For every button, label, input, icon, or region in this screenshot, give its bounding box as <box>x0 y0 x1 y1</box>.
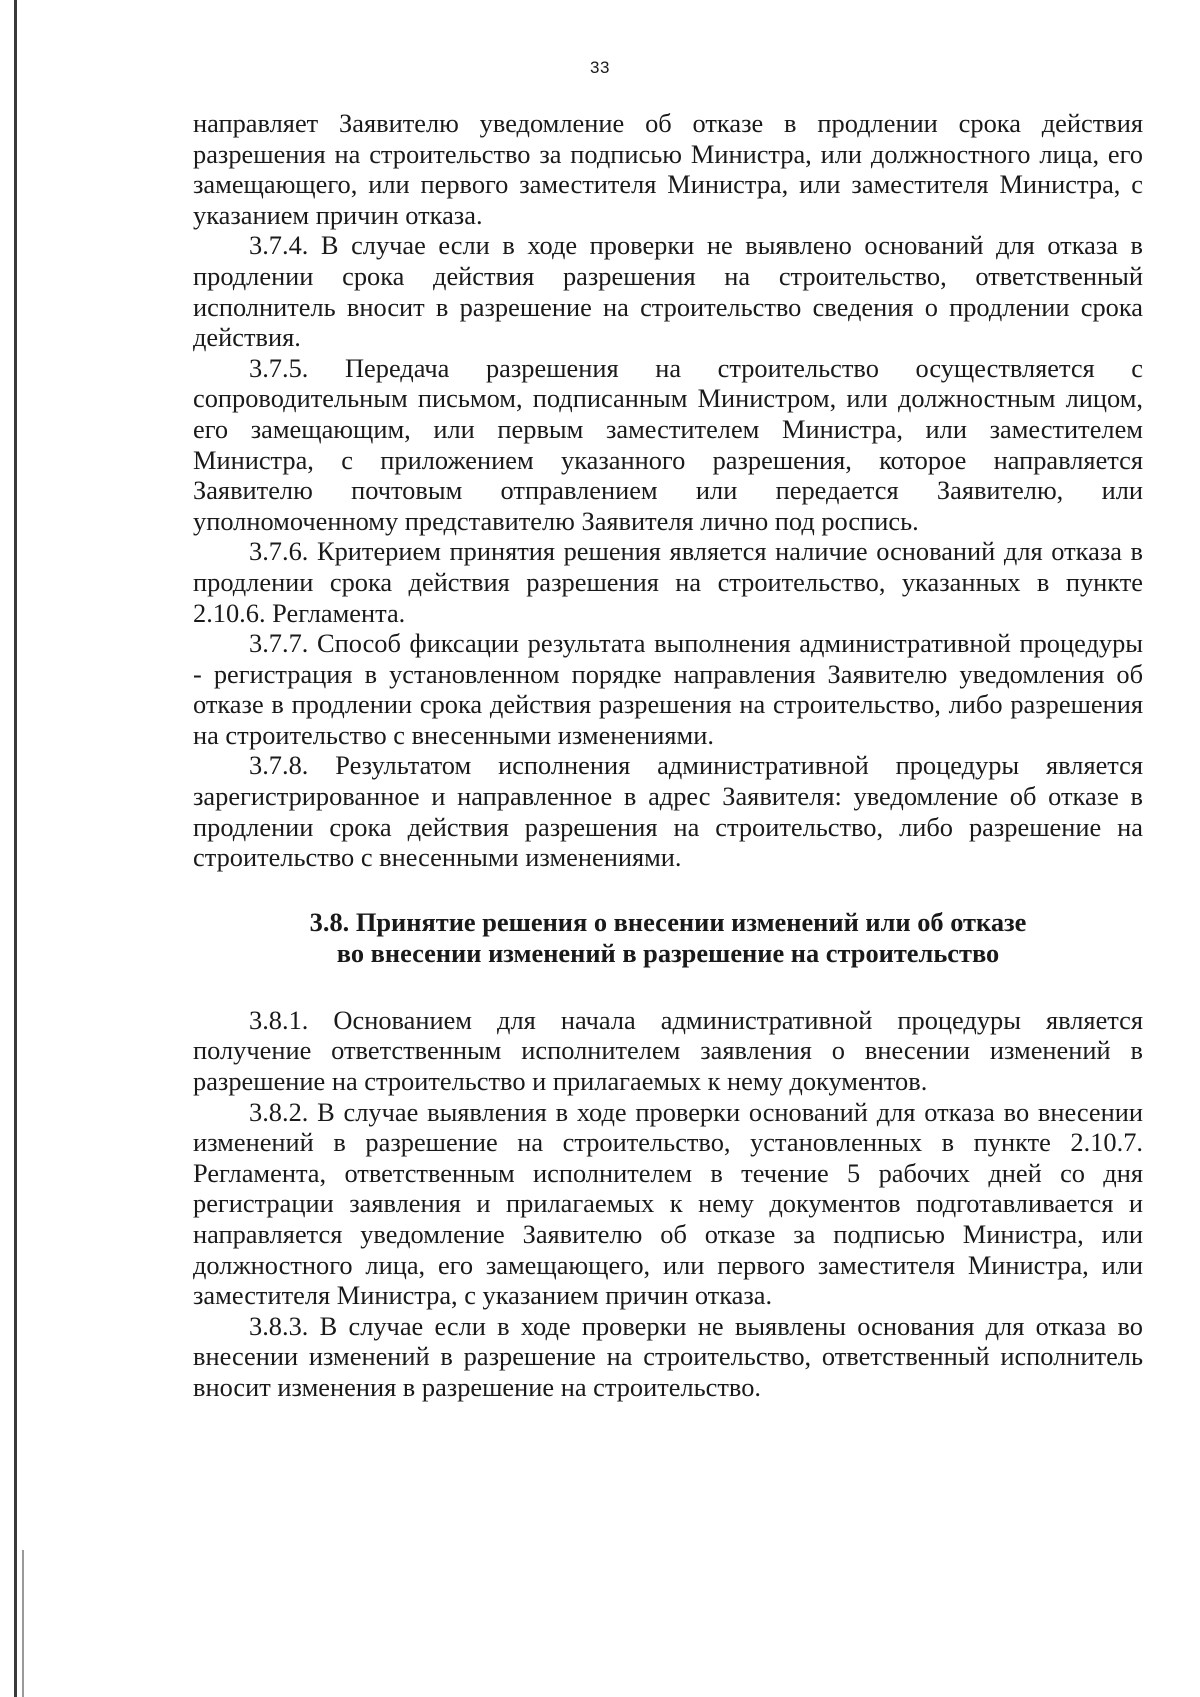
paragraph-3-7-4: 3.7.4. В случае если в ходе проверки не выявлено оснований для отказа в продлении срока действия разрешения на строительство, ответственный исполнитель вносит в разрешение на строительство сведения о продлении срока действия. <box>193 230 1143 353</box>
paragraph-3-7-6: 3.7.6. Критерием принятия решения является наличие оснований для отказа в продлении срока действия разрешения на строительство, указанных в пункте 2.10.6. Регламента. <box>193 536 1143 628</box>
paragraph-3-8-1: 3.8.1. Основанием для начала административной процедуры является получение ответственным исполнителем заявления о внесении изменений в разрешение на строительство и прилагаемых к нему документов. <box>193 1004 1143 1097</box>
page-number: 33 <box>590 58 610 77</box>
scan-edge-shadow <box>14 0 17 1697</box>
section-heading-3-8 <box>193 907 1143 969</box>
document-body <box>193 108 1143 1403</box>
section-heading-line-2: во внесении изменений в разрешение на строительство <box>336 937 1000 968</box>
paragraph-3-7-5: 3.7.5. Передача разрешения на строительство осуществляется с сопроводительным письмом, подписанным Министром, или должностным лицом, его замещающим, или первым заместителем Министра, или заместителем Министра, с приложением указанного разрешения, которое направляется Заявителю почтовым отправлением или передается Заявителю, или уполномоченному представителю Заявителя лично под роспись. <box>193 352 1143 536</box>
paragraph-continuation: направляет Заявителю уведомление об отказе в продлении срока действия разрешения на строительство за подписью Министра, или должностного лица, его замещающего, или первого заместителя Министра, или заместителя Министра, с указанием причин отказа. <box>193 108 1143 230</box>
scan-edge-shadow-lower <box>22 1550 24 1697</box>
paragraph-3-7-8: 3.7.8. Результатом исполнения административной процедуры является зарегистрированное и направленное в адрес Заявителя: уведомление об отказе в продлении срока действия разрешения на строительство, либо разрешение на строительство с внесенными изменениями. <box>193 750 1143 873</box>
paragraph-3-8-2: 3.8.2. В случае выявления в ходе проверки оснований для отказа во внесении изменений в разрешение на строительство, установленных в пункте 2.10.7. Регламента, ответственным исполнителем в течение 5 рабочих дней со дня регистрации заявления и прилагаемых к нему документов подготавливается и направляется уведомление Заявителю об отказе за подписью Министра, или должностного лица, его замещающего, или первого заместителя Министра, или заместителя Министра, с указанием причин отказа. <box>193 1096 1143 1311</box>
paragraph-3-8-3: 3.8.3. В случае если в ходе проверки не выявлены основания для отказа во внесении изменений в разрешение на строительство, ответственный исполнитель вносит изменения в разрешение на строительство. <box>193 1310 1143 1402</box>
paragraph-3-7-7: 3.7.7. Способ фиксации результата выполнения административной процедуры - регистрация в установленном порядке направления Заявителю уведомления об отказе в продлении срока действия разрешения на строительство, либо разрешения на строительство с внесенными изменениями. <box>193 628 1143 750</box>
section-heading-line-1: 3.8. Принятие решения о внесении изменений или об отказе <box>309 906 1027 937</box>
